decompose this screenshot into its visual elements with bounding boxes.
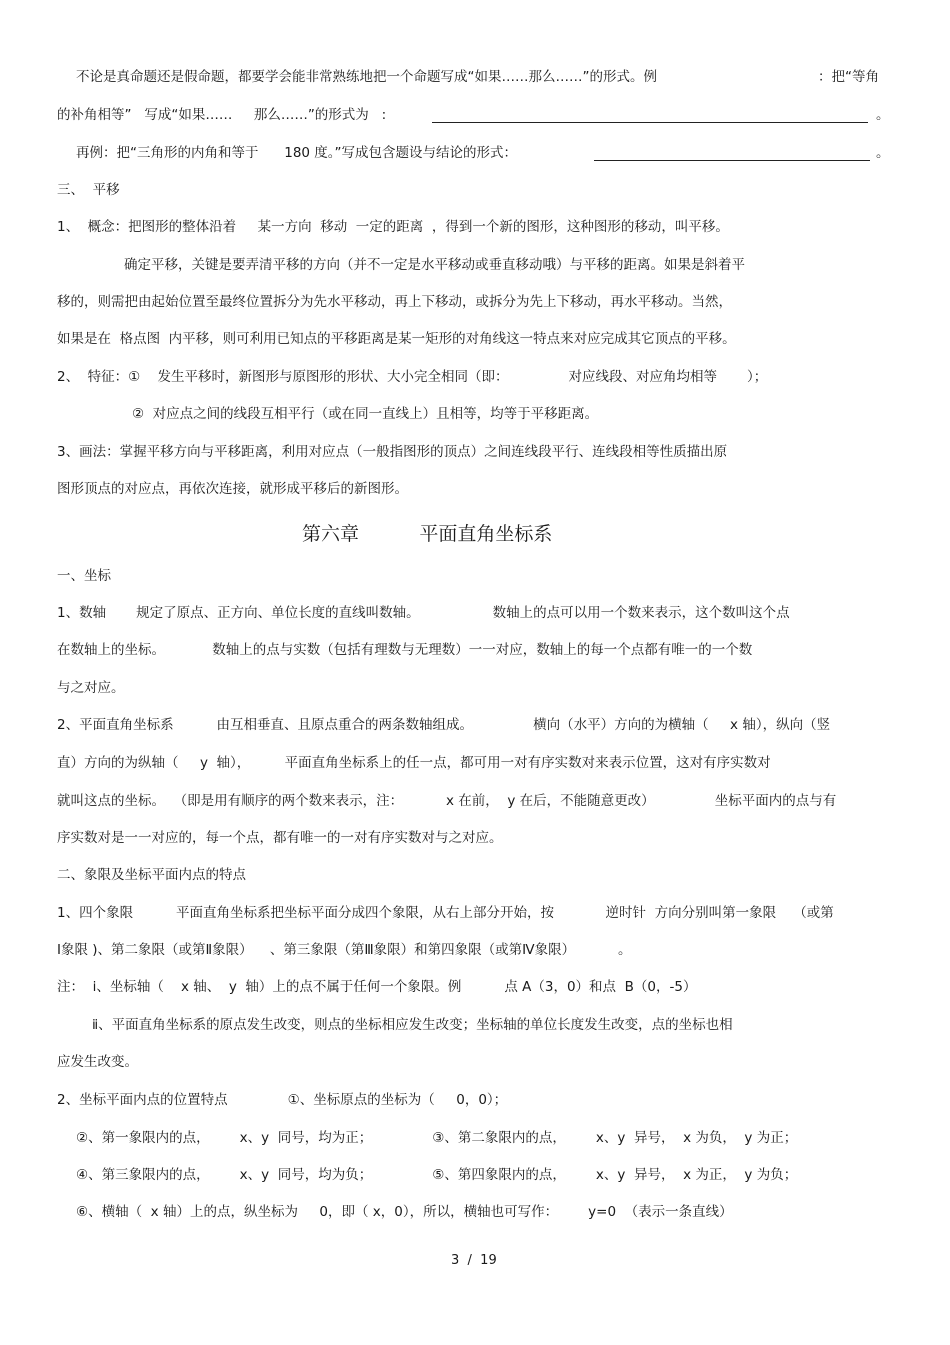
text-line-16: 与之对应。 [57,680,125,696]
text-line-26: 应发生改变。 [57,1054,138,1070]
text-line-2: 的补角相等” 写成“如果…… 那么……”的形式为 : [57,107,387,123]
text-line-15: 在数轴上的坐标。 数轴上的点与实数（包括有理数与无理数）一一对应，数轴上的每一个点都有唯一的一个数 [57,642,753,658]
text-line-25: ⅱ、平面直角坐标系的原点发生改变，则点的坐标相应发生改变；坐标轴的单位长度发生改变，点的坐标也相 [92,1017,733,1033]
text-line-5: 1、 概念：把图形的整体沿着 某一方向 移动 一定的距离 ，得到一个新的图形，这种图形的移动，叫平移。 [57,219,729,235]
text-line-11: 3、画法：掌握平移方向与平移距离，利用对应点（一般指图形的顶点）之间连线段平行、连线段相等性质描出原 [57,444,728,460]
text-line-29: ④、第三象限内的点， x、y 同号，均为负； ⑤、第四象限内的点， x、y 异号， x 为正， y 为负； [76,1167,798,1183]
text-line-18: 直）方向的为纵轴（ y 轴）， 平面直角坐标系上的任一点，都可用一对有序实数对来表示位置，这对有序实数对 [57,755,771,771]
section-heading-translation: 三、 平移 [57,182,120,198]
text-line-7: 移的，则需把由起始位置至最终位置拆分为先水平移动，再上下移动，或拆分为先上下移动，再水平移动。当然， [57,294,732,310]
text-line-12: 图形顶点的对应点，再依次连接，就形成平移后的新图形。 [57,481,408,497]
text-line-8: 如果是在 格点图 内平移，则可利用已知点的平移距离是某一矩形的对角线这一特点来对应完成其它顶点的平移。 [57,331,736,347]
text-line-1: 不论是真命题还是假命题，都要学会能非常熟练地把一个命题写成“如果……那么……”的形式。例 [76,69,657,85]
chapter-title: 第六章 平面直角坐标系 [302,523,553,545]
text-line-22: 1、四个象限 平面直角坐标系把坐标平面分成四个象限，从右上部分开始，按 逆时针 方向分别叫第一象限 （或第 [57,905,834,921]
text-line-14: 1、数轴 规定了原点、正方向、单位长度的直线叫数轴。 数轴上的点可以用一个数来表示，这个数叫这个点 [57,605,790,621]
text-line-28: ②、第一象限内的点， x、y 同号，均为正； ③、第二象限内的点， x、y 异号， x 为负， y 为正； [76,1130,798,1146]
text-line-3-end: 。 [876,145,890,161]
text-line-17: 2、平面直角坐标系 由互相垂直、且原点重合的两条数轴组成。 横向（水平）方向的为横轴（ x 轴），纵向（竖 [57,717,831,733]
section-heading-coordinates: 一、坐标 [57,568,111,584]
text-line-6: 确定平移，关键是要弄清平移的方向（并不一定是水平移动或垂直移动哦）与平移的距离。如果是斜着平 [124,257,745,273]
text-line-30: ⑥、横轴（ x 轴）上的点，纵坐标为 0，即（ x，0），所以，横轴也可写作： y=0 （表示一条直线） [76,1204,733,1220]
text-line-1-end: ：把“等角 [818,69,879,85]
text-line-3: 再例：把“三角形的内角和等于 180 度。”写成包含题设与结论的形式： [76,145,518,161]
text-line-10: ② 对应点之间的线段互相平行（或在同一直线上）且相等，均等于平移距离。 [132,406,599,422]
fill-in-blank-1 [432,122,868,123]
text-line-23: Ⅰ象限 )、第二象限（或第Ⅱ象限） 、第三象限（第Ⅲ象限）和第四象限（或第Ⅳ象限） 。 [57,942,632,958]
text-line-2-end: 。 [876,107,890,123]
text-line-27: 2、坐标平面内点的位置特点 ①、坐标原点的坐标为（ 0，0）； [57,1092,508,1108]
section-heading-quadrants: 二、象限及坐标平面内点的特点 [57,867,246,883]
text-line-24: 注： ⅰ、坐标轴（ x 轴、 y 轴）上的点不属于任何一个象限。例 点 A（3，0）和点 B（0，-5） [57,979,697,995]
text-line-20: 序实数对是一一对应的，每一个点，都有唯一的一对有序实数对与之对应。 [57,830,503,846]
text-line-9: 2、 特征：① 发生平移时，新图形与原图形的形状、大小完全相同（即： 对应线段、对应角均相等 ）； [57,369,768,385]
page-number: 3 / 19 [451,1253,497,1268]
text-line-19: 就叫这点的坐标。 （即是用有顺序的两个数来表示，注： x 在前， y 在后，不能随意更改） 坐标平面内的点与有 [57,793,837,809]
fill-in-blank-2 [594,160,870,161]
